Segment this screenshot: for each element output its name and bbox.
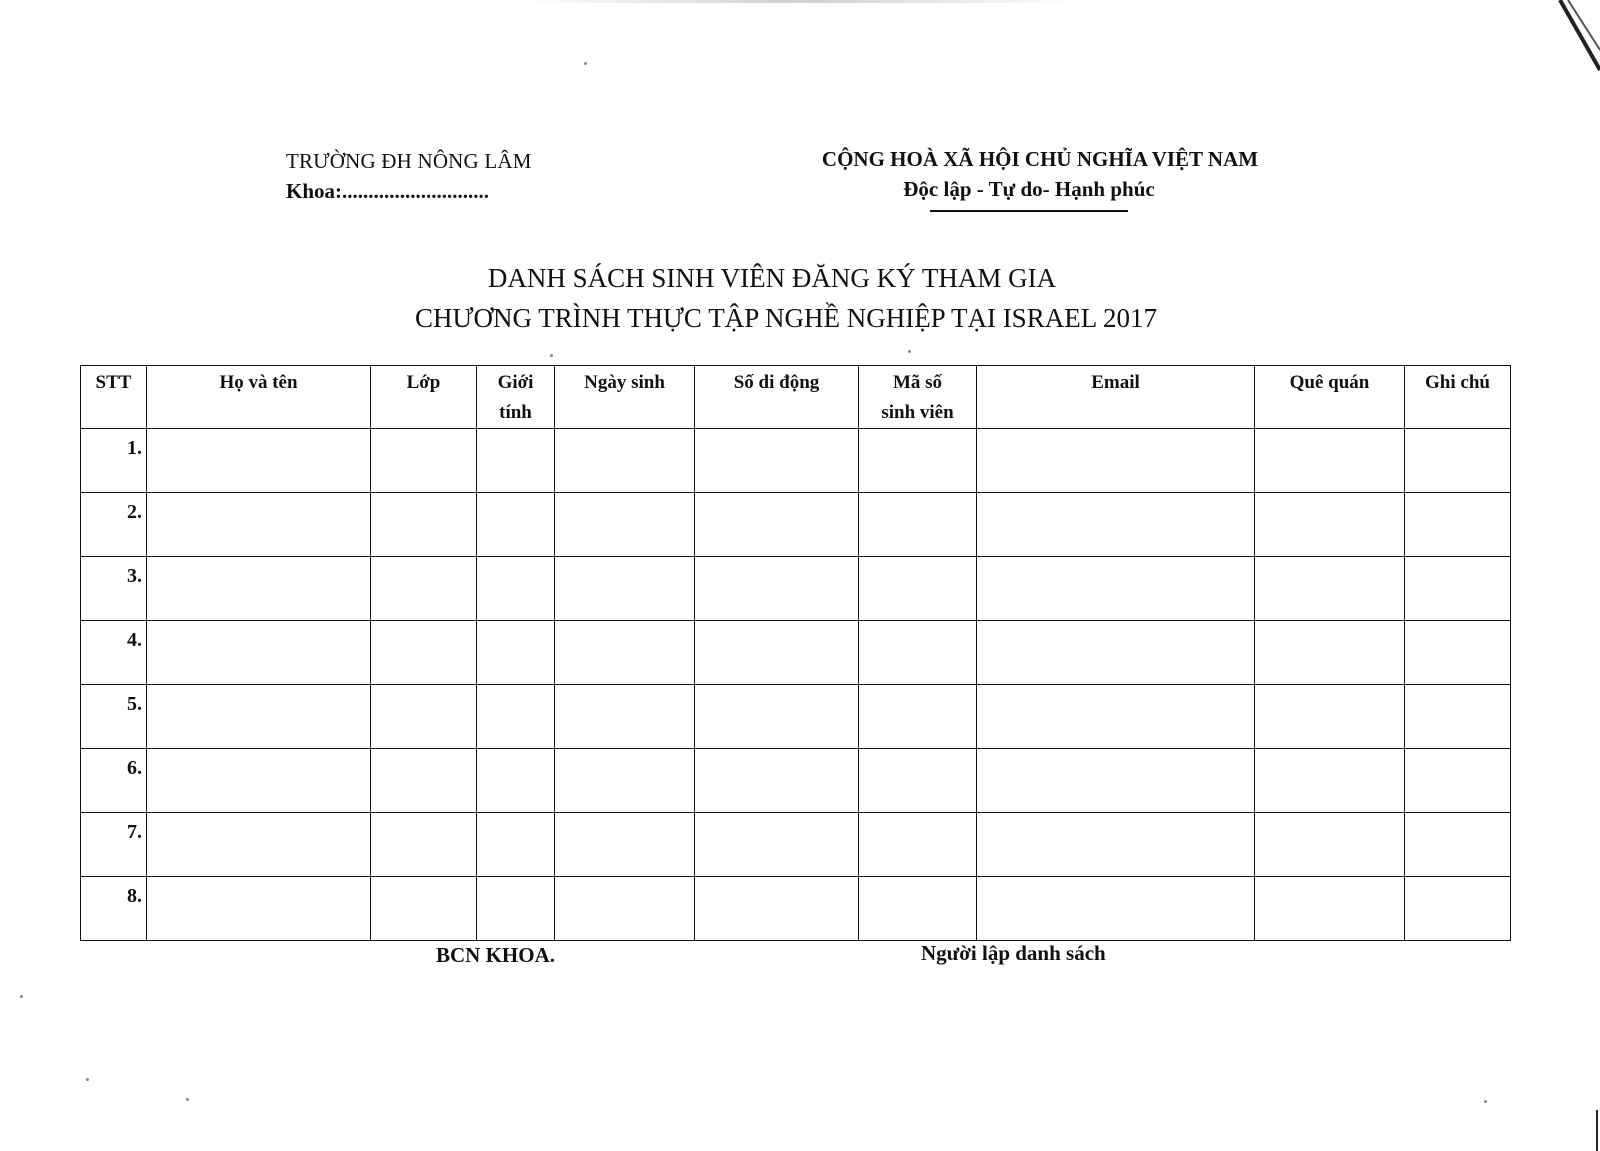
cell-email[interactable] — [977, 493, 1255, 557]
cell-phone[interactable] — [695, 877, 859, 941]
row-number: 5. — [81, 685, 147, 749]
cell-student-id[interactable] — [859, 685, 977, 749]
header-stt: STT — [81, 366, 147, 429]
table-row — [81, 557, 1511, 621]
cell-hometown[interactable] — [1255, 557, 1405, 621]
cell-name[interactable] — [147, 493, 371, 557]
header-note: Ghi chú — [1405, 366, 1511, 429]
header-student-id-line-2: sinh viên — [881, 402, 954, 423]
cell-name[interactable] — [147, 621, 371, 685]
header-student-id-line-1: Mã số — [892, 372, 943, 393]
header-email: Email — [977, 366, 1255, 429]
cell-dob[interactable] — [555, 557, 695, 621]
cell-student-id[interactable] — [859, 429, 977, 493]
cell-email[interactable] — [977, 685, 1255, 749]
faculty-board-signature-label: BCN KHOA. — [436, 943, 556, 967]
header-hometown: Quê quán — [1255, 366, 1405, 429]
cell-phone[interactable] — [695, 429, 859, 493]
table-row — [81, 749, 1511, 813]
cell-name[interactable] — [147, 429, 371, 493]
scan-edge-right — [1596, 1110, 1598, 1151]
table-row — [81, 813, 1511, 877]
cell-phone[interactable] — [695, 493, 859, 557]
row-number: 7. — [81, 813, 147, 877]
cell-note[interactable] — [1405, 813, 1511, 877]
national-motto: Độc lập - Tự do- Hạnh phúc — [903, 177, 1155, 201]
table-row — [81, 429, 1511, 493]
cell-gender[interactable] — [477, 429, 555, 493]
cell-phone[interactable] — [695, 813, 859, 877]
header-gender-line-1: Giới — [497, 372, 534, 393]
header-right — [780, 144, 1300, 204]
header-left — [286, 146, 532, 206]
cell-class[interactable] — [371, 621, 477, 685]
cell-student-id[interactable] — [859, 877, 977, 941]
cell-gender[interactable] — [477, 813, 555, 877]
scan-speck — [86, 1078, 89, 1081]
cell-hometown[interactable] — [1255, 813, 1405, 877]
cell-note[interactable] — [1405, 749, 1511, 813]
cell-note[interactable] — [1405, 493, 1511, 557]
cell-email[interactable] — [977, 621, 1255, 685]
cell-class[interactable] — [371, 749, 477, 813]
country-name: CỘNG HOÀ XÃ HỘI CHỦ NGHĨA VIỆT NAM — [821, 147, 1259, 171]
registration-table — [80, 365, 1511, 941]
scan-speck — [584, 62, 587, 65]
cell-hometown[interactable] — [1255, 685, 1405, 749]
cell-class[interactable] — [371, 685, 477, 749]
cell-student-id[interactable] — [859, 813, 977, 877]
header-phone: Số di động — [695, 366, 859, 429]
cell-class[interactable] — [371, 557, 477, 621]
cell-email[interactable] — [977, 877, 1255, 941]
cell-dob[interactable] — [555, 621, 695, 685]
cell-dob[interactable] — [555, 685, 695, 749]
header-gender-line-2: tính — [499, 402, 532, 423]
cell-name[interactable] — [147, 813, 371, 877]
cell-phone[interactable] — [695, 557, 859, 621]
cell-gender[interactable] — [477, 621, 555, 685]
title-line-2: CHƯƠNG TRÌNH THỰC TẬP NGHỀ NGHIỆP TẠI ISRAEL 2017 — [415, 303, 1157, 333]
cell-email[interactable] — [977, 557, 1255, 621]
list-maker-signature-label: Người lập danh sách — [921, 941, 1106, 965]
cell-note[interactable] — [1405, 621, 1511, 685]
folded-corner — [1540, 0, 1600, 75]
cell-name[interactable] — [147, 877, 371, 941]
scan-speck — [550, 354, 553, 357]
table-row — [81, 877, 1511, 941]
scan-speck — [20, 995, 23, 998]
school-name: TRƯỜNG ĐH NÔNG LÂM — [286, 149, 532, 173]
cell-gender[interactable] — [477, 877, 555, 941]
cell-note[interactable] — [1405, 685, 1511, 749]
cell-phone[interactable] — [695, 749, 859, 813]
header-student-id — [859, 366, 977, 429]
cell-phone[interactable] — [695, 621, 859, 685]
table-header-row — [81, 366, 1511, 429]
cell-class[interactable] — [371, 429, 477, 493]
cell-note[interactable] — [1405, 429, 1511, 493]
table-row — [81, 621, 1511, 685]
cell-dob[interactable] — [555, 877, 695, 941]
cell-hometown[interactable] — [1255, 877, 1405, 941]
cell-dob[interactable] — [555, 493, 695, 557]
cell-hometown[interactable] — [1255, 749, 1405, 813]
table-row — [81, 685, 1511, 749]
cell-email[interactable] — [977, 813, 1255, 877]
cell-name[interactable] — [147, 749, 371, 813]
cell-student-id[interactable] — [859, 749, 977, 813]
title-line-1: DANH SÁCH SINH VIÊN ĐĂNG KÝ THAM GIA — [487, 263, 1057, 293]
faculty-field: Khoa:............................ — [286, 179, 490, 203]
cell-dob[interactable] — [555, 429, 695, 493]
cell-phone[interactable] — [695, 685, 859, 749]
cell-student-id[interactable] — [859, 493, 977, 557]
cell-hometown[interactable] — [1255, 429, 1405, 493]
cell-dob[interactable] — [555, 749, 695, 813]
cell-gender[interactable] — [477, 493, 555, 557]
row-number: 8. — [81, 877, 147, 941]
header-gender — [477, 366, 555, 429]
header-class: Lớp — [371, 366, 477, 429]
cell-hometown[interactable] — [1255, 493, 1405, 557]
row-number: 4. — [81, 621, 147, 685]
cell-note[interactable] — [1405, 557, 1511, 621]
cell-hometown[interactable] — [1255, 621, 1405, 685]
cell-gender[interactable] — [477, 557, 555, 621]
header-dob: Ngày sinh — [555, 366, 695, 429]
document-title — [340, 258, 1232, 338]
cell-email[interactable] — [977, 749, 1255, 813]
cell-dob[interactable] — [555, 813, 695, 877]
cell-email[interactable] — [977, 429, 1255, 493]
scan-speck — [1484, 1100, 1487, 1103]
scan-edge-top — [520, 0, 1080, 3]
cell-name[interactable] — [147, 685, 371, 749]
row-number: 1. — [81, 429, 147, 493]
scan-speck — [186, 1098, 189, 1101]
cell-student-id[interactable] — [859, 557, 977, 621]
row-number: 3. — [81, 557, 147, 621]
cell-gender[interactable] — [477, 685, 555, 749]
cell-student-id[interactable] — [859, 621, 977, 685]
scan-speck — [908, 350, 911, 353]
header-name: Họ và tên — [147, 366, 371, 429]
cell-gender[interactable] — [477, 749, 555, 813]
cell-name[interactable] — [147, 557, 371, 621]
cell-note[interactable] — [1405, 877, 1511, 941]
table-row — [81, 493, 1511, 557]
cell-class[interactable] — [371, 813, 477, 877]
cell-class[interactable] — [371, 493, 477, 557]
row-number: 2. — [81, 493, 147, 557]
cell-class[interactable] — [371, 877, 477, 941]
motto-underline — [930, 210, 1128, 212]
row-number: 6. — [81, 749, 147, 813]
